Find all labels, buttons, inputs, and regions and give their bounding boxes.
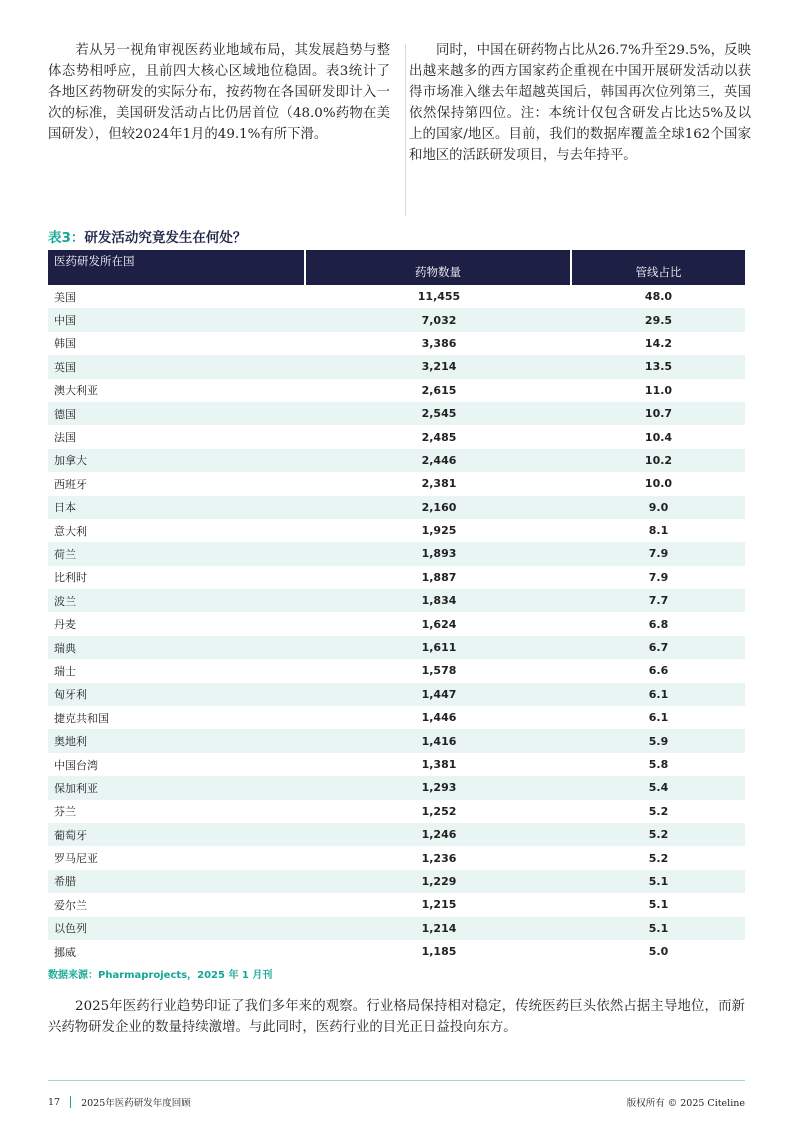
table-row	[48, 425, 745, 448]
table-row	[48, 846, 745, 869]
cell-drug-count: 1,381	[421, 758, 457, 771]
left-column-paragraph: 若从另一视角审视医药业地域布局，其发展趋势与整体态势相呼应，且前四大核心区域地位稳固。表3统计了各地区药物研发的实际分布，按药物在各国研发即计入一次的标准，美国研发活动占比仍居首位（48.0%药物在美国研发），但较2024年1月的49.1%有所下滑。	[48, 43, 390, 142]
copyright-notice: 版权所有 © 2025 Citeline	[626, 1098, 745, 1109]
cell-pipeline-share: 5.1	[572, 870, 745, 893]
cell-drug-count: 2,446	[306, 449, 572, 472]
cell-pipeline-share: 48.0	[644, 290, 673, 304]
cell-country: 波兰	[48, 589, 306, 612]
cell-drug-count: 11,455	[417, 290, 461, 304]
cell-drug-count: 1,834	[306, 589, 572, 612]
cell-country: 葡萄牙	[48, 823, 306, 846]
table-row	[48, 940, 745, 963]
cell-country: 奥地利	[48, 729, 306, 752]
cell-drug-count: 2,381	[421, 477, 457, 491]
footer-separator	[70, 1096, 71, 1108]
cell-drug-count: 1,447	[306, 683, 572, 706]
cell-pipeline-share: 5.9	[572, 729, 745, 752]
cell-country: 德国	[48, 402, 306, 425]
cell-drug-count: 1,246	[306, 823, 572, 846]
footer-rule	[48, 1080, 745, 1081]
right-column-paragraph: 同时，中国在研药物占比从26.7%升至29.5%，反映出越来越多的西方国家药企重视在中国开展研发活动以获得市场准入继去年超越英国后，韩国再次位列第三，英国依然保持第四位。注：本统计仅包含研发占比达5%及以上的国家/地区。目前，我们的数据库覆盖全球162个国家和地区的活跃研发项目，与去年持平。	[409, 43, 751, 163]
cell-country: 西班牙	[54, 477, 87, 491]
cell-pipeline-share: 6.8	[648, 617, 669, 631]
table-row	[48, 402, 745, 425]
page-number: 17	[48, 1096, 61, 1108]
cell-drug-count: 2,545	[306, 402, 572, 425]
cell-drug-count: 1,624	[421, 617, 457, 631]
publication-title: 2025年医药研发年度回顾	[81, 1098, 191, 1109]
table-row	[48, 823, 745, 846]
cell-pipeline-share: 6.1	[648, 711, 669, 725]
cell-pipeline-share: 6.1	[572, 683, 745, 706]
cell-pipeline-share: 14.2	[644, 336, 673, 350]
cell-country: 美国	[54, 290, 76, 304]
cell-pipeline-share: 5.1	[572, 917, 745, 940]
table-row	[48, 496, 745, 519]
cell-pipeline-share: 5.1	[648, 898, 669, 912]
cell-drug-count: 1,293	[306, 776, 572, 799]
table-row	[48, 519, 745, 542]
header-pipeline-share: 管线占比	[572, 250, 745, 285]
table-row	[48, 800, 745, 823]
table-row	[48, 870, 745, 893]
cell-country: 希腊	[48, 870, 306, 893]
data-source-note: 数据来源：Pharmaprojects，2025 年 1 月刊	[48, 970, 273, 981]
cell-country: 中国	[48, 308, 306, 331]
cell-country: 中国台湾	[54, 758, 98, 772]
table-row	[48, 566, 745, 589]
cell-pipeline-share: 10.2	[572, 449, 745, 472]
cell-pipeline-share: 10.4	[644, 430, 673, 444]
cell-country: 日本	[48, 496, 306, 519]
cell-pipeline-share: 10.7	[572, 402, 745, 425]
cell-pipeline-share: 5.8	[648, 758, 669, 771]
table-number: 表3：	[48, 230, 85, 246]
cell-drug-count: 1,236	[421, 851, 457, 865]
cell-country: 加拿大	[48, 449, 306, 472]
table-row	[48, 659, 745, 682]
table-row	[48, 332, 745, 355]
cell-drug-count: 7,032	[306, 308, 572, 331]
cell-drug-count: 1,416	[306, 729, 572, 752]
cell-pipeline-share: 6.7	[572, 636, 745, 659]
table-row	[48, 449, 745, 472]
cell-country: 芬兰	[54, 805, 76, 819]
cell-drug-count: 2,615	[421, 383, 457, 397]
cell-pipeline-share: 13.5	[572, 355, 745, 378]
cell-country: 丹麦	[54, 618, 76, 632]
cell-country: 韩国	[54, 337, 76, 351]
cell-drug-count: 1,925	[421, 524, 457, 538]
table-row	[48, 379, 745, 402]
cell-country: 荷兰	[48, 542, 306, 565]
header-country: 医药研发所在国	[48, 250, 306, 285]
table-row	[48, 612, 745, 635]
cell-drug-count: 1,446	[421, 711, 457, 725]
cell-country: 爱尔兰	[54, 898, 87, 912]
table-row	[48, 753, 745, 776]
table-row	[48, 917, 745, 940]
table-row	[48, 729, 745, 752]
cell-country: 瑞典	[48, 636, 306, 659]
cell-pipeline-share: 6.6	[648, 664, 669, 678]
cell-pipeline-share: 29.5	[572, 308, 745, 331]
cell-pipeline-share: 7.9	[648, 570, 669, 584]
cell-pipeline-share: 5.0	[648, 945, 669, 959]
rd-location-table	[48, 250, 745, 963]
table-row	[48, 542, 745, 565]
table-row	[48, 893, 745, 916]
cell-country: 以色列	[48, 917, 306, 940]
table-header-row	[48, 250, 745, 285]
table-row	[48, 285, 745, 308]
cell-country: 保加利亚	[48, 776, 306, 799]
cell-country: 法国	[54, 431, 76, 445]
table-title-text: 研发活动究竟发生在何处？	[84, 230, 247, 246]
cell-pipeline-share: 8.1	[648, 524, 669, 538]
table-row	[48, 355, 745, 378]
cell-drug-count: 1,887	[421, 570, 457, 584]
cell-country: 瑞士	[54, 664, 76, 678]
cell-drug-count: 1,229	[306, 870, 572, 893]
cell-pipeline-share: 5.2	[572, 823, 745, 846]
cell-drug-count: 1,214	[306, 917, 572, 940]
cell-drug-count: 3,386	[421, 336, 457, 350]
cell-country: 澳大利亚	[54, 384, 98, 398]
cell-drug-count: 1,215	[421, 898, 457, 912]
table-row	[48, 472, 745, 495]
cell-pipeline-share: 7.7	[572, 589, 745, 612]
cell-pipeline-share: 5.2	[648, 804, 669, 818]
cell-country: 匈牙利	[48, 683, 306, 706]
cell-country: 意大利	[54, 524, 87, 538]
cell-drug-count: 2,160	[306, 496, 572, 519]
cell-pipeline-share: 5.4	[572, 776, 745, 799]
table-row	[48, 589, 745, 612]
cell-country: 比利时	[54, 571, 87, 585]
cell-pipeline-share: 9.0	[572, 496, 745, 519]
cell-country: 捷克共和国	[54, 711, 109, 725]
cell-pipeline-share: 5.2	[648, 851, 669, 865]
cell-country: 英国	[48, 355, 306, 378]
cell-pipeline-share: 11.0	[644, 383, 673, 397]
cell-drug-count: 1,252	[421, 804, 457, 818]
cell-country: 挪威	[54, 945, 76, 959]
table-title	[48, 226, 246, 246]
cell-drug-count: 2,485	[421, 430, 457, 444]
cell-pipeline-share: 7.9	[572, 542, 745, 565]
cell-drug-count: 1,185	[421, 945, 457, 959]
table-row	[48, 683, 745, 706]
footer-left	[48, 1095, 191, 1109]
cell-drug-count: 3,214	[306, 355, 572, 378]
table-row	[48, 636, 745, 659]
cell-drug-count: 1,611	[306, 636, 572, 659]
header-drug-count: 药物数量	[306, 250, 572, 285]
closing-paragraph: 2025年医药行业趋势印证了我们多年来的观察。行业格局保持相对稳定，传统医药巨头依然占据主导地位，而新兴药物研发企业的数量持续激增。与此同时，医药行业的目光正日益投向东方。	[48, 999, 745, 1035]
cell-drug-count: 1,578	[421, 664, 457, 678]
table-row	[48, 308, 745, 331]
table-row	[48, 706, 745, 729]
cell-pipeline-share: 10.0	[644, 477, 673, 491]
table-row	[48, 776, 745, 799]
column-divider	[405, 44, 406, 216]
cell-drug-count: 1,893	[306, 542, 572, 565]
cell-country: 罗马尼亚	[54, 852, 98, 866]
